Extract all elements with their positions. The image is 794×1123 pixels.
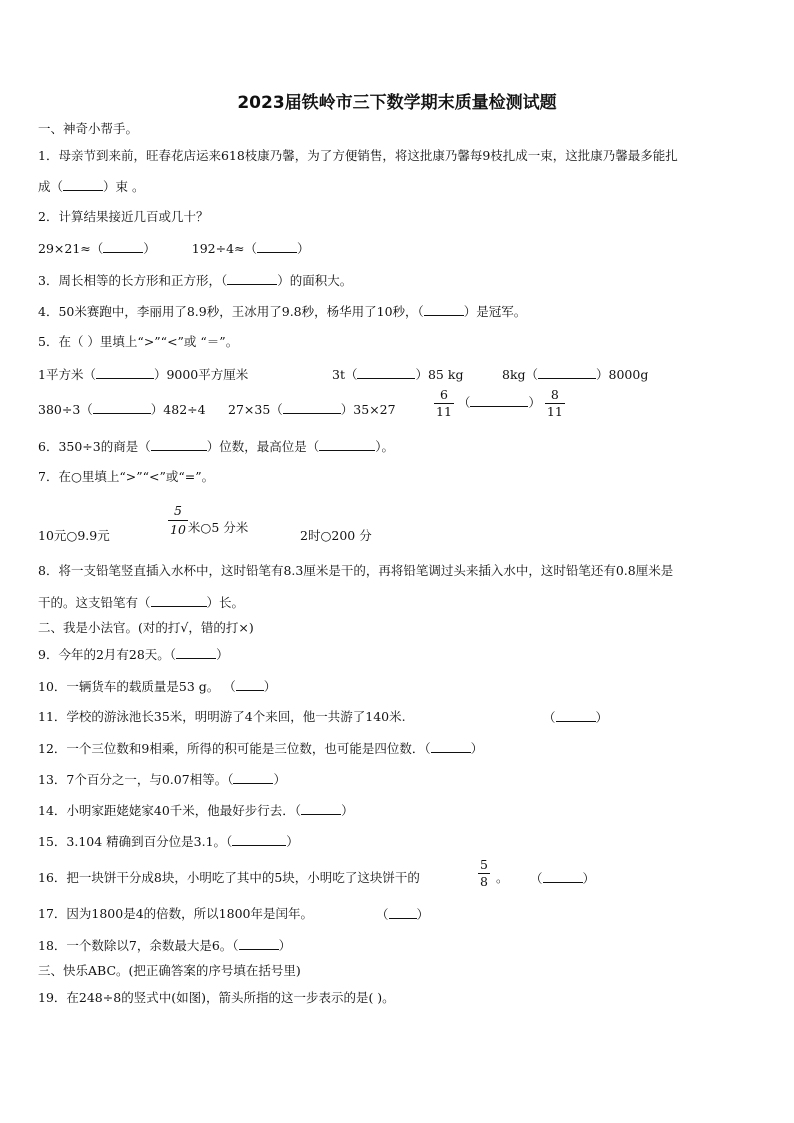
q14-text: 14．小明家距姥姥家40千米，他最好步行去．（ xyxy=(38,803,302,818)
question-14 xyxy=(38,802,354,819)
answer-blank[interactable] xyxy=(538,366,596,379)
answer-blank[interactable] xyxy=(233,771,273,784)
section-heading-1: 一、神奇小帮手。 xyxy=(38,121,139,136)
fraction-denominator: 11 xyxy=(436,404,452,419)
answer-blank[interactable] xyxy=(556,709,596,722)
q7-item-2-text: 米○5 分米 xyxy=(187,520,249,535)
answer-blank[interactable] xyxy=(301,802,341,815)
answer-blank[interactable] xyxy=(470,394,528,407)
question-8-line-2 xyxy=(38,594,244,611)
fraction xyxy=(168,503,188,538)
question-1-suffix: ）束 。 xyxy=(103,179,145,194)
q8-text-b: ）长。 xyxy=(206,595,245,610)
q2-item-1-end: ） xyxy=(143,241,156,256)
fraction-numerator: 5 xyxy=(480,857,488,872)
q3-text-end: ）的面积大。 xyxy=(277,273,353,288)
q5-item-1-b: ）9000平方厘米 xyxy=(153,367,249,382)
q12-end: ） xyxy=(470,741,484,756)
question-12 xyxy=(38,740,483,757)
question-13 xyxy=(38,771,286,788)
q5-item-6-b: ） xyxy=(528,395,541,410)
q5-item-3-a: 8kg（ xyxy=(502,367,539,382)
q16-fraction xyxy=(478,858,490,889)
answer-blank[interactable] xyxy=(103,240,143,253)
q16-open: （ xyxy=(530,871,543,886)
fraction-numerator: 6 xyxy=(439,387,448,402)
q6-text-b: ）位数，最高位是（ xyxy=(206,439,320,454)
q5-item-2 xyxy=(332,366,463,383)
section-heading-3: 三、快乐ABC。(把正确答案的序号填在括号里) xyxy=(38,963,301,978)
q2-item-2: 192÷4≈（ xyxy=(191,241,258,256)
q5-item-1 xyxy=(38,366,248,383)
fraction-denominator: 8 xyxy=(480,874,488,889)
question-17-answer xyxy=(376,906,429,923)
q9-text: 9．今年的2月有28天。（ xyxy=(38,647,177,662)
q5-item-6 xyxy=(434,388,565,419)
answer-blank[interactable] xyxy=(389,906,417,919)
q9-end: ） xyxy=(216,647,229,662)
answer-blank[interactable] xyxy=(357,366,415,379)
question-17: 17．因为1800是4的倍数，所以1800年是闰年。 xyxy=(38,906,313,921)
q16-close: ） xyxy=(582,871,596,886)
q15-end: ） xyxy=(286,834,299,849)
q18-text: 18．一个数除以7，余数最大是6。（ xyxy=(38,938,239,953)
answer-blank[interactable] xyxy=(239,937,279,950)
question-18 xyxy=(38,937,291,954)
answer-blank[interactable] xyxy=(151,438,207,451)
q10-end: ） xyxy=(263,679,277,694)
q14-end: ） xyxy=(341,803,354,818)
q17-close: ） xyxy=(416,907,430,922)
answer-blank[interactable] xyxy=(283,401,341,414)
answer-blank[interactable] xyxy=(151,594,207,607)
q5-item-5-a: 27×35（ xyxy=(228,402,283,417)
question-4 xyxy=(38,303,526,320)
question-16: 16．把一块饼干分成8块，小明吃了其中的5块，小明吃了这块饼干的 xyxy=(38,870,420,885)
q2-item-1: 29×21≈（ xyxy=(38,241,104,256)
question-15 xyxy=(38,833,299,850)
q5-item-1-a: 1平方米（ xyxy=(38,367,96,382)
q5-item-3 xyxy=(502,366,648,383)
fraction-numerator: 8 xyxy=(550,387,559,402)
q18-end: ） xyxy=(278,938,292,953)
q5-item-2-a: 3t（ xyxy=(332,367,358,382)
q6-text-a: 6．350÷3的商是（ xyxy=(38,439,151,454)
question-3 xyxy=(38,272,352,289)
q3-text: 3．周长相等的长方形和正方形，（ xyxy=(38,273,228,288)
question-19: 19．在248÷8的竖式中(如图)，箭头所指的这一步表示的是( )。 xyxy=(38,990,395,1005)
question-10 xyxy=(38,678,276,695)
q7-item-3: 2时○200 分 xyxy=(300,528,372,543)
q12-text: 12．一个三位数和9相乘，所得的积可能是三位数，也可能是四位数．（ xyxy=(38,741,431,756)
q13-end: ） xyxy=(273,772,286,787)
q5-item-5-b: ）35×27 xyxy=(340,402,396,417)
question-11: 11．学校的游泳池长35米，明明游了4个来回，他一共游了140米. xyxy=(38,709,406,724)
question-1-prefix: 成（ xyxy=(38,179,64,194)
q16-period: 。 xyxy=(496,870,509,885)
answer-blank[interactable] xyxy=(96,366,154,379)
question-8-line-1: 8．将一支铅笔竖直插入水杯中，这时铅笔有8.3厘米是干的，再将铅笔调过头来插入水中，这时铅笔还有0.8厘米是 xyxy=(38,563,674,578)
answer-blank[interactable] xyxy=(63,178,103,191)
question-9 xyxy=(38,646,229,663)
q4-text-end: ）是冠军。 xyxy=(463,304,527,319)
q5-item-4-b: ）482÷4 xyxy=(150,402,206,417)
question-1-line-2 xyxy=(38,178,145,195)
fraction-denominator: 11 xyxy=(546,404,563,419)
q2-item-2-end: ） xyxy=(297,241,310,256)
fraction-numerator: 5 xyxy=(173,503,182,518)
q7-item-1: 10元○9.9元 xyxy=(38,528,110,543)
q5-item-3-b: ）8000g xyxy=(596,367,649,382)
answer-blank[interactable] xyxy=(431,740,471,753)
q11-open: （ xyxy=(543,710,556,725)
answer-blank[interactable] xyxy=(232,833,286,846)
answer-blank[interactable] xyxy=(176,646,216,659)
q5-item-4-a: 380÷3（ xyxy=(38,402,93,417)
q17-open: （ xyxy=(376,907,389,922)
q8-text-a: 干的。这支铅笔有（ xyxy=(38,595,151,610)
q5-item-4 xyxy=(38,401,206,418)
q15-text: 15．3.104 精确到百分位是3.1。（ xyxy=(38,834,233,849)
q11-close: ） xyxy=(595,710,609,725)
question-2-items xyxy=(38,240,310,257)
fraction xyxy=(478,858,490,889)
q5-item-2-b: ）85 kg xyxy=(415,367,464,382)
answer-blank[interactable] xyxy=(227,272,277,285)
answer-blank[interactable] xyxy=(257,240,297,253)
question-16-answer xyxy=(530,870,595,887)
answer-blank[interactable] xyxy=(93,401,151,414)
q13-text: 13．7个百分之一，与0.07相等。（ xyxy=(38,772,234,787)
answer-blank[interactable] xyxy=(424,303,464,316)
q5-item-6-a: （ xyxy=(457,395,471,410)
answer-blank[interactable] xyxy=(319,438,375,451)
question-11-answer xyxy=(543,709,608,726)
question-5: 5．在（ ）里填上“>”“<”或 “＝”。 xyxy=(38,334,239,349)
question-1-line-1: 1．母亲节到来前，旺春花店运来618枝康乃馨，为了方便销售，将这批康乃馨每9枝扎成一束，这批康乃馨最多能扎 xyxy=(38,148,678,163)
question-7: 7．在○里填上“>”“<”或“=”。 xyxy=(38,469,215,484)
fraction xyxy=(434,388,454,419)
q7-item-2 xyxy=(168,503,248,538)
section-heading-2: 二、我是小法官。(对的打√，错的打×) xyxy=(38,620,254,635)
question-2: 2．计算结果接近几百或几十？ xyxy=(38,209,209,224)
fraction-denominator: 10 xyxy=(170,522,186,537)
q5-item-5 xyxy=(228,401,396,418)
page-title: 2023届铁岭市三下数学期末质量检测试题 xyxy=(237,93,557,113)
answer-blank[interactable] xyxy=(236,678,264,691)
question-6 xyxy=(38,438,394,455)
q4-text: 4．50米赛跑中，李丽用了8.9秒，王冰用了9.8秒，杨华用了10秒，（ xyxy=(38,304,424,319)
q10-text: 10．一辆货车的载质量是53 g。 （ xyxy=(38,679,236,694)
answer-blank[interactable] xyxy=(543,870,583,883)
q6-text-c: ）。 xyxy=(375,439,395,454)
fraction xyxy=(545,388,565,419)
